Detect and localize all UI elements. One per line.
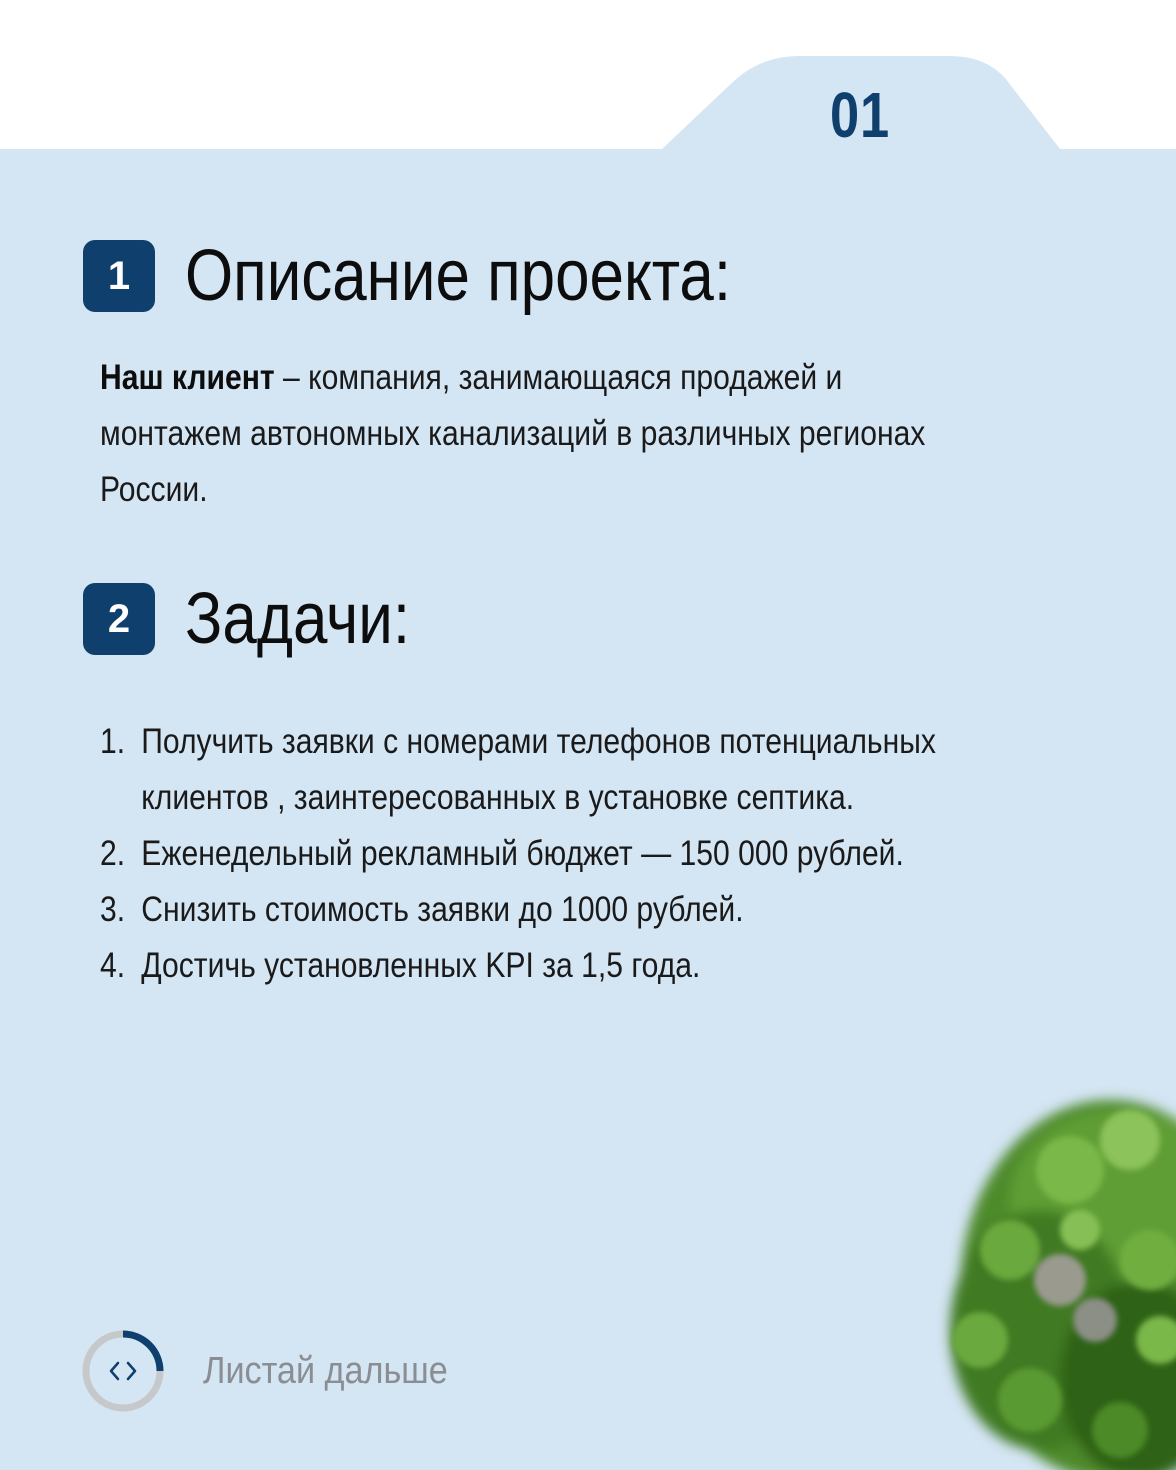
list-item (100, 938, 1046, 994)
tree-image (920, 1080, 1176, 1470)
footer (81, 1329, 475, 1413)
section-badge: 1 (83, 240, 155, 312)
list-item (100, 714, 1046, 826)
section-badge: 2 (83, 583, 155, 655)
section-title: Задачи: (185, 579, 411, 659)
page-number: 01 (829, 79, 891, 151)
list-item-number: 4. (100, 946, 126, 985)
code-arrows-icon (81, 1329, 165, 1413)
list-item-number: 3. (100, 890, 126, 929)
section-description-header (83, 236, 820, 316)
description-lead: Наш клиент (100, 358, 275, 397)
list-item-text: Получить заявки с номерами телефонов потенциальных клиентов , заинтересованных в установке септика. (141, 722, 936, 817)
list-item (100, 882, 1046, 938)
list-item-text: Еженедельный рекламный бюджет — 150 000 рублей. (141, 834, 904, 873)
description-text: – компания, занимающаяся продажей и монтажем автономных канализаций в различных регионах России. (100, 358, 926, 509)
task-list (100, 714, 1046, 994)
list-item-number: 1. (100, 722, 126, 761)
list-item-text: Достичь установленных KPI за 1,5 года. (141, 946, 701, 985)
swipe-next-button[interactable] (81, 1329, 165, 1413)
list-item-number: 2. (100, 834, 126, 873)
section-title: Описание проекта: (185, 236, 732, 316)
list-item-text: Снизить стоимость заявки до 1000 рублей. (141, 890, 744, 929)
project-description (100, 350, 926, 518)
list-item (100, 826, 1046, 882)
section-tasks-header (83, 579, 447, 659)
swipe-hint-label: Листай дальше (203, 1349, 448, 1392)
